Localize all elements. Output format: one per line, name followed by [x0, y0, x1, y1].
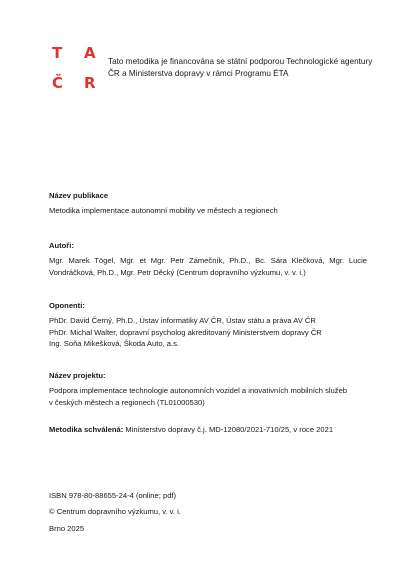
project-label: Název projektu: — [49, 371, 106, 380]
approval-value: Ministerstvo dopravy č.j. MD-12080/2021-710/25, v roce 2021 — [123, 425, 334, 434]
publication-label: Název publikace — [49, 191, 109, 200]
authors-section — [49, 240, 367, 278]
logo-letter-r: R — [84, 74, 96, 92]
authors-list: Mgr. Marek Tögel, Mgr. et Mgr. Petr Zámečník, Ph.D., Bc. Sára Klečková, Mgr. Lucie Vondráčková, Ph.D., Mgr. Petr Děcký (Centrum dopravního výzkumu, v. v. i.) — [49, 256, 367, 277]
opponent-line: PhDr. Michal Walter, dopravní psycholog akreditovaný Ministerstvem dopravy ČR — [49, 327, 322, 337]
opponents-section — [49, 300, 367, 350]
approval-line — [49, 424, 367, 435]
copyright: © Centrum dopravního výzkumu, v. v. i. — [49, 507, 181, 516]
logo-letter-t: T — [52, 44, 63, 62]
opponent-line: PhDr. David Černý, Ph.D., Ústav informatiky AV ČR, Ústav státu a práva AV ČR — [49, 316, 316, 326]
place-year: Brno 2025 — [49, 524, 85, 533]
funding-note: Tato metodika je financována se státní podporou Technologické agentury ČR a Ministerstva dopravy v rámci Programu ÉTA — [108, 57, 373, 79]
approval-section — [49, 424, 367, 435]
opponents-list — [49, 315, 367, 349]
project-line: Podpora implementace technologie autonomních vozidel a inovativních mobilních služeb — [49, 386, 348, 396]
project-title — [49, 385, 367, 408]
approval-label: Metodika schválená: — [49, 425, 124, 434]
project-section — [49, 370, 367, 408]
tacr-logo — [52, 46, 102, 94]
isbn: ISBN 978-80-88655-24-4 (online; pdf) — [49, 491, 177, 500]
logo-letter-a: A — [84, 44, 96, 62]
project-line: v českých městech a regionech (TL01000530) — [49, 397, 205, 407]
publication-section — [49, 190, 367, 217]
publication-title: Metodika implementace autonomní mobility ve městech a regionech — [49, 206, 278, 216]
opponents-label: Oponenti: — [49, 301, 85, 310]
opponent-line: Ing. Soňa Mikešková, Škoda Auto, a.s. — [49, 339, 180, 349]
authors-label: Autoři: — [49, 241, 74, 250]
logo-letter-c: Č — [52, 74, 64, 92]
